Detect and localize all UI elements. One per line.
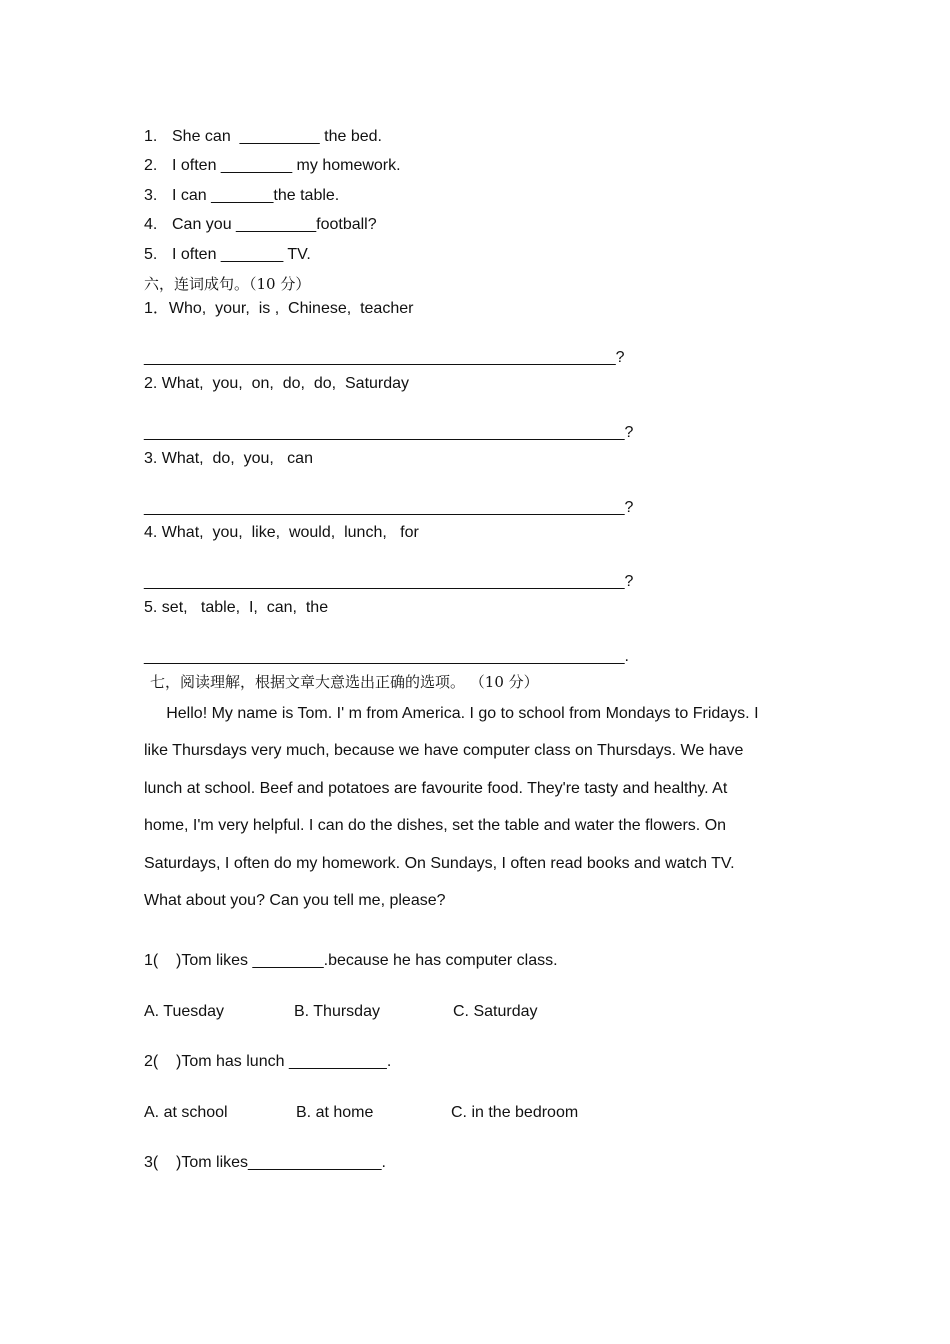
- question-stem[interactable]: 2( )Tom has lunch ___________.: [144, 1053, 392, 1070]
- word-prompt: 5. set, table, I, can, the: [144, 599, 329, 616]
- answer-line[interactable]: ______________________________________________________?: [144, 499, 634, 516]
- item-text: I often ________ my homework.: [172, 157, 401, 174]
- option-c[interactable]: C. Saturday: [453, 1003, 538, 1020]
- option-b[interactable]: B. at home: [296, 1104, 374, 1121]
- passage-line: home, I'm very helpful. I can do the dishes, set the table and water the flowers. On: [144, 817, 727, 834]
- question-stem[interactable]: 1( )Tom likes ________.because he has computer class.: [144, 952, 558, 969]
- option-a[interactable]: A. Tuesday: [144, 1003, 225, 1020]
- item-number: 2.: [144, 157, 158, 174]
- option-a[interactable]: A. at school: [144, 1104, 228, 1121]
- item-text: She can _________ the bed.: [172, 128, 382, 145]
- word-prompt: 3. What, do, you, can: [144, 450, 313, 467]
- item-text: Can you _________football?: [172, 216, 377, 233]
- item-text: I can _______the table.: [172, 187, 340, 204]
- passage-line: Hello! My name is Tom. I' m from America. I go to school from Mondays to Fridays. I: [144, 705, 759, 722]
- item-number: 4.: [144, 216, 158, 233]
- section-heading: 六，连词成句。（10 分）: [144, 275, 311, 293]
- answer-line[interactable]: ______________________________________________________.: [144, 648, 629, 665]
- word-prompt: 1．Who, your, is , Chinese, teacher: [144, 300, 414, 317]
- passage-line: Saturdays, I often do my homework. On Sundays, I often read books and watch TV.: [144, 855, 735, 872]
- passage-line: like Thursdays very much, because we have computer class on Thursdays. We have: [144, 742, 744, 759]
- section-heading: 七，阅读理解，根据文章大意选出正确的选项。 （10 分）: [150, 673, 539, 691]
- passage-line: lunch at school. Beef and potatoes are favourite food. They're tasty and healthy. At: [144, 780, 728, 797]
- passage-line: What about you? Can you tell me, please?: [144, 892, 446, 909]
- word-prompt: 4. What, you, like, would, lunch, for: [144, 524, 419, 541]
- item-text: I often _______ TV.: [172, 246, 311, 263]
- question-stem[interactable]: 3( )Tom likes_______________.: [144, 1154, 386, 1171]
- item-number: 1.: [144, 128, 158, 145]
- option-b[interactable]: B. Thursday: [294, 1003, 380, 1020]
- answer-line[interactable]: ______________________________________________________?: [144, 424, 634, 441]
- item-number: 5.: [144, 246, 158, 263]
- option-c[interactable]: C. in the bedroom: [451, 1104, 579, 1121]
- word-prompt: 2. What, you, on, do, do, Saturday: [144, 375, 410, 392]
- item-number: 3.: [144, 187, 158, 204]
- answer-line[interactable]: ______________________________________________________?: [144, 573, 634, 590]
- answer-line[interactable]: _____________________________________________________?: [144, 349, 625, 366]
